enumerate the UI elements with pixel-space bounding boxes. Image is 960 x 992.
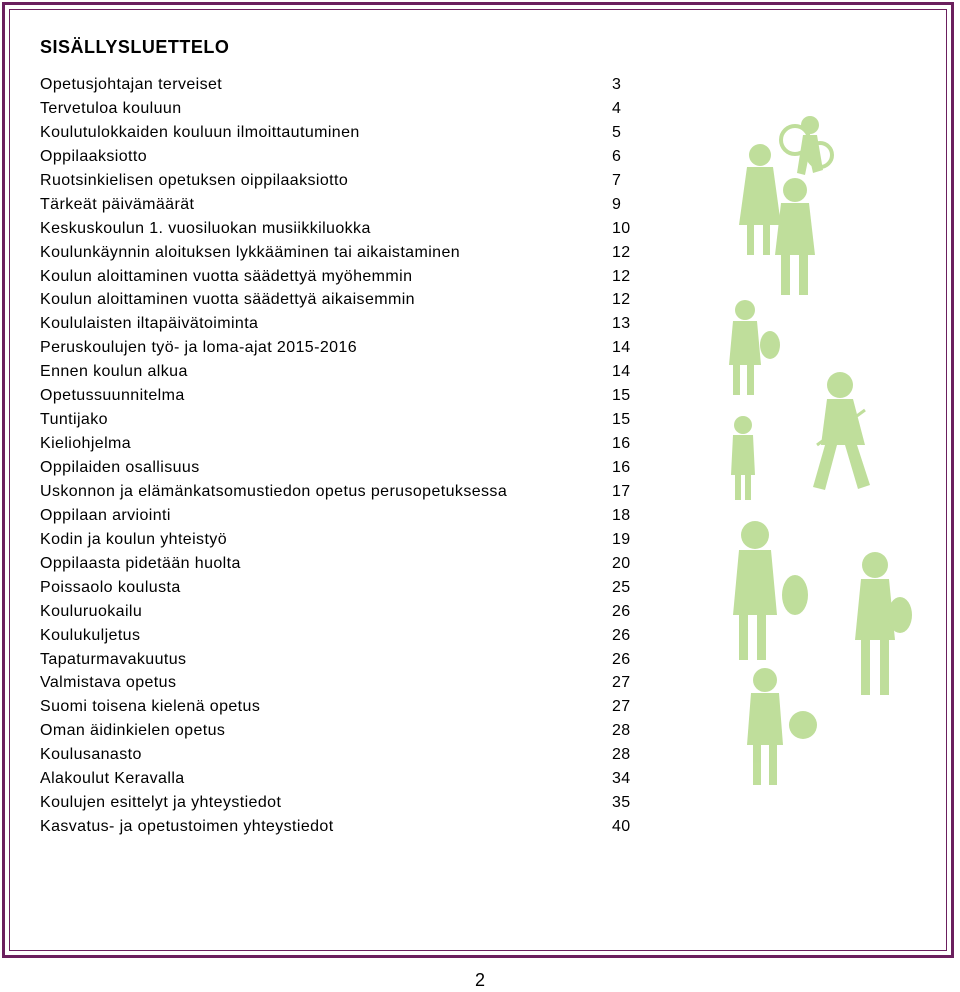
toc-entry — [40, 648, 640, 672]
toc-entry-label: Koulukuljetus — [40, 626, 141, 644]
toc-entry-label: Oman äidinkielen opetus — [40, 722, 226, 740]
toc-entry-label: Poissaolo koulusta — [40, 578, 181, 596]
toc-entry-page: 27 — [612, 698, 631, 716]
toc-entry-label: Tervetuloa kouluun — [40, 99, 182, 117]
toc-entry-page: 26 — [612, 602, 631, 620]
toc-entry-page: 18 — [612, 506, 631, 524]
toc-entry-page: 7 — [612, 171, 622, 189]
toc-entry — [40, 528, 640, 552]
toc-entry — [40, 217, 640, 241]
toc-entry-label: Koulunkäynnin aloituksen lykkääminen tai aikaistaminen — [40, 243, 461, 261]
toc-entry-label: Oppilaan arviointi — [40, 506, 171, 524]
toc-entry-page: 28 — [612, 746, 631, 764]
toc-entry — [40, 456, 640, 480]
toc-entry — [40, 360, 640, 384]
toc-entry-page: 14 — [612, 363, 631, 381]
toc-entry-label: Oppilaiden osallisuus — [40, 459, 200, 476]
toc-entry-label: Kasvatus- ja opetustoimen yhteystiedot — [40, 818, 334, 836]
toc-entry-label: Kieliohjelma — [40, 435, 132, 453]
toc-entry — [40, 719, 640, 743]
toc-entry — [40, 695, 640, 719]
toc-entry — [40, 265, 640, 289]
toc-entry-label: Alakoulut Keravalla — [40, 770, 185, 788]
toc-entry-label: Oppilaaksiotto — [40, 147, 147, 165]
toc-entry-label: Koulusanasto — [40, 746, 142, 764]
toc-entry-label: Tärkeät päivämäärät — [40, 195, 195, 213]
toc-entry — [40, 791, 640, 815]
toc-entry-label: Tapaturmavakuutus — [40, 650, 187, 668]
toc-entry-page: 13 — [612, 315, 631, 333]
toc-entry-page: 3 — [612, 76, 622, 93]
toc-entry-label: Keskuskoulun 1. vuosiluokan musiikkiluokka — [40, 219, 371, 237]
toc-entry-page: 6 — [612, 147, 622, 165]
page-number: 2 — [474, 970, 485, 990]
toc-entry-label: Koulutulokkaiden kouluun ilmoittautuminen — [40, 123, 360, 141]
toc-entry-page: 15 — [612, 411, 631, 429]
toc-entry — [40, 767, 640, 791]
toc-entry — [40, 671, 640, 695]
toc-entry-page: 4 — [612, 99, 622, 117]
toc-entry-page: 20 — [612, 554, 631, 572]
toc-entry — [40, 97, 640, 121]
toc-entry-label: Ennen koulun alkua — [40, 363, 188, 381]
toc-entry — [40, 121, 640, 145]
toc-entry-label: Oppilaasta pidetään huolta — [40, 554, 241, 572]
toc-entry-label: Suomi toisena kielenä opetus — [40, 698, 261, 716]
toc-list — [40, 73, 640, 839]
toc-entry-page: 35 — [612, 794, 631, 812]
toc-entry — [40, 73, 640, 97]
toc-entry — [40, 504, 640, 528]
toc-entry-page: 28 — [612, 722, 631, 740]
toc-entry — [40, 552, 640, 576]
toc-entry — [40, 384, 640, 408]
toc-entry-page: 26 — [612, 626, 631, 644]
toc-entry-page: 9 — [612, 195, 622, 213]
toc-entry-label: Opetusjohtajan terveiset — [40, 76, 223, 93]
toc-entry-label: Koululaisten iltapäivätoiminta — [40, 315, 259, 333]
toc-entry-label: Kodin ja koulun yhteistyö — [40, 530, 227, 548]
toc-entry — [40, 145, 640, 169]
toc-entry-page: 40 — [612, 818, 631, 836]
toc-entry — [40, 576, 640, 600]
toc-entry-page: 12 — [612, 243, 631, 261]
toc-entry — [40, 624, 640, 648]
toc-entry-page: 5 — [612, 123, 622, 141]
toc-entry-label: Uskonnon ja elämänkatsomustiedon opetus perusopetuksessa — [40, 482, 508, 500]
toc-entry-label: Koulun aloittaminen vuotta säädettyä aikaisemmin — [40, 291, 415, 309]
toc-entry-page: 26 — [612, 650, 631, 668]
toc-entry-page: 17 — [612, 482, 631, 500]
toc-entry — [40, 193, 640, 217]
toc-entry-page: 15 — [612, 387, 631, 405]
toc-entry — [40, 600, 640, 624]
toc-entry-label: Ruotsinkielisen opetuksen oippilaaksiotto — [40, 171, 349, 189]
toc-entry-page: 34 — [612, 770, 631, 788]
toc-entry-label: Koulujen esittelyt ja yhteystiedot — [40, 794, 282, 812]
toc-entry — [40, 408, 640, 432]
toc-entry-label: Kouluruokailu — [40, 602, 143, 620]
toc-entry-label: Koulun aloittaminen vuotta säädettyä myöhemmin — [40, 267, 413, 285]
toc-entry — [40, 312, 640, 336]
toc-entry-page: 12 — [612, 267, 631, 285]
toc-entry-page: 16 — [612, 459, 631, 476]
toc-entry — [40, 815, 640, 839]
toc-entry-page: 27 — [612, 674, 631, 692]
toc-entry-page: 25 — [612, 578, 631, 596]
toc-entry — [40, 480, 640, 504]
toc-entry-page: 12 — [612, 291, 631, 309]
toc-entry — [40, 432, 640, 456]
toc-entry-label: Tuntijako — [40, 411, 108, 429]
toc-entry — [40, 241, 640, 265]
toc-entry-label: Peruskoulujen työ- ja loma-ajat 2015-2016 — [40, 339, 358, 357]
toc-entry — [40, 169, 640, 193]
toc-entry — [40, 288, 640, 312]
toc-entry-page: 19 — [612, 530, 631, 548]
toc-entry-page: 16 — [612, 435, 631, 453]
toc-entry-page: 14 — [612, 339, 631, 357]
toc-entry-page: 10 — [612, 219, 631, 237]
toc-entry-label: Opetussuunnitelma — [40, 387, 185, 405]
toc-entry — [40, 743, 640, 767]
toc-title: SISÄLLYSLUETTELO — [40, 37, 230, 57]
children-silhouettes-icon — [725, 95, 955, 795]
toc-entry-label: Valmistava opetus — [40, 674, 177, 692]
toc-entry — [40, 336, 640, 360]
